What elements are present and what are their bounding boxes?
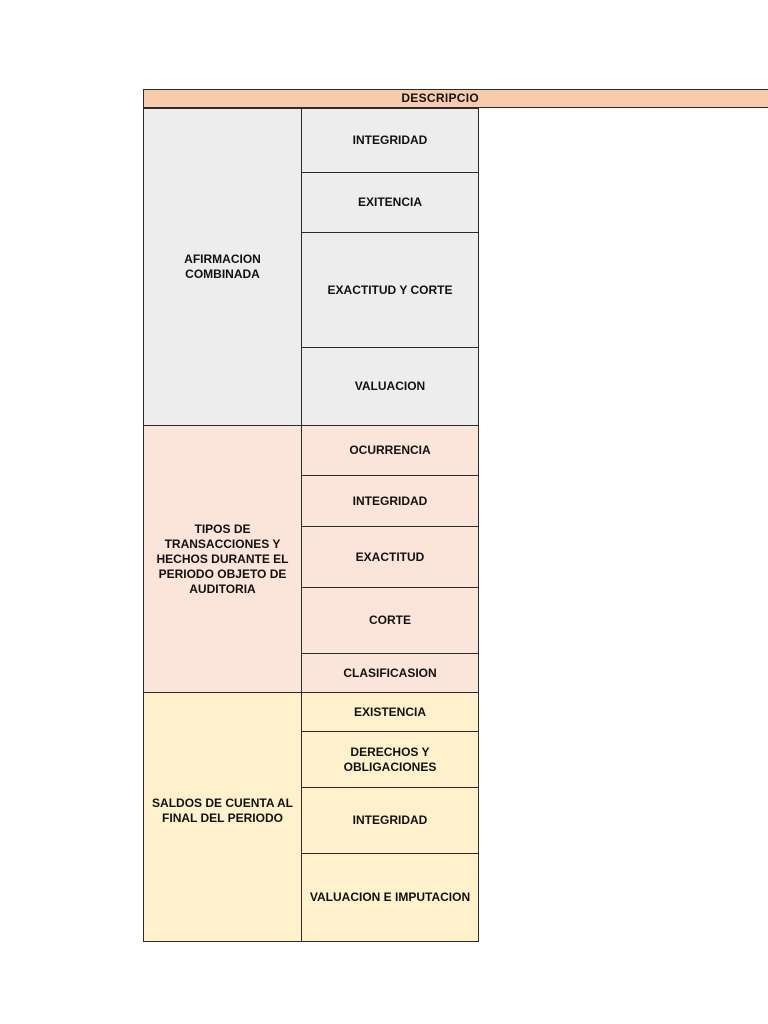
item-existencia: EXISTENCIA <box>301 692 479 732</box>
group-label-saldos-de-cuenta: SALDOS DE CUENTA AL FINAL DEL PERIODO <box>143 692 302 942</box>
item-exactitud: EXACTITUD <box>301 526 479 588</box>
item-ocurrencia: OCURRENCIA <box>301 425 479 476</box>
table-header-title: DESCRIPCIO <box>401 91 479 105</box>
group-label-tipos-de-transacciones: TIPOS DE TRANSACCIONES Y HECHOS DURANTE EL PERIODO OBJETO DE AUDITORIA <box>143 425 302 693</box>
item-integridad-3: INTEGRIDAD <box>301 787 479 854</box>
item-exitencia: EXITENCIA <box>301 172 479 233</box>
item-exactitud-y-corte: EXACTITUD Y CORTE <box>301 232 479 348</box>
item-corte: CORTE <box>301 587 479 654</box>
group-label-afirmacion-combinada: AFIRMACION COMBINADA <box>143 108 302 426</box>
item-valuacion: VALUACION <box>301 347 479 426</box>
item-integridad-2: INTEGRIDAD <box>301 475 479 527</box>
item-clasificasion: CLASIFICASION <box>301 653 479 693</box>
item-valuacion-e-imputacion: VALUACION E IMPUTACION <box>301 853 479 942</box>
item-integridad: INTEGRIDAD <box>301 108 479 173</box>
item-derechos-y-obligaciones: DERECHOS Y OBLIGACIONES <box>301 731 479 788</box>
